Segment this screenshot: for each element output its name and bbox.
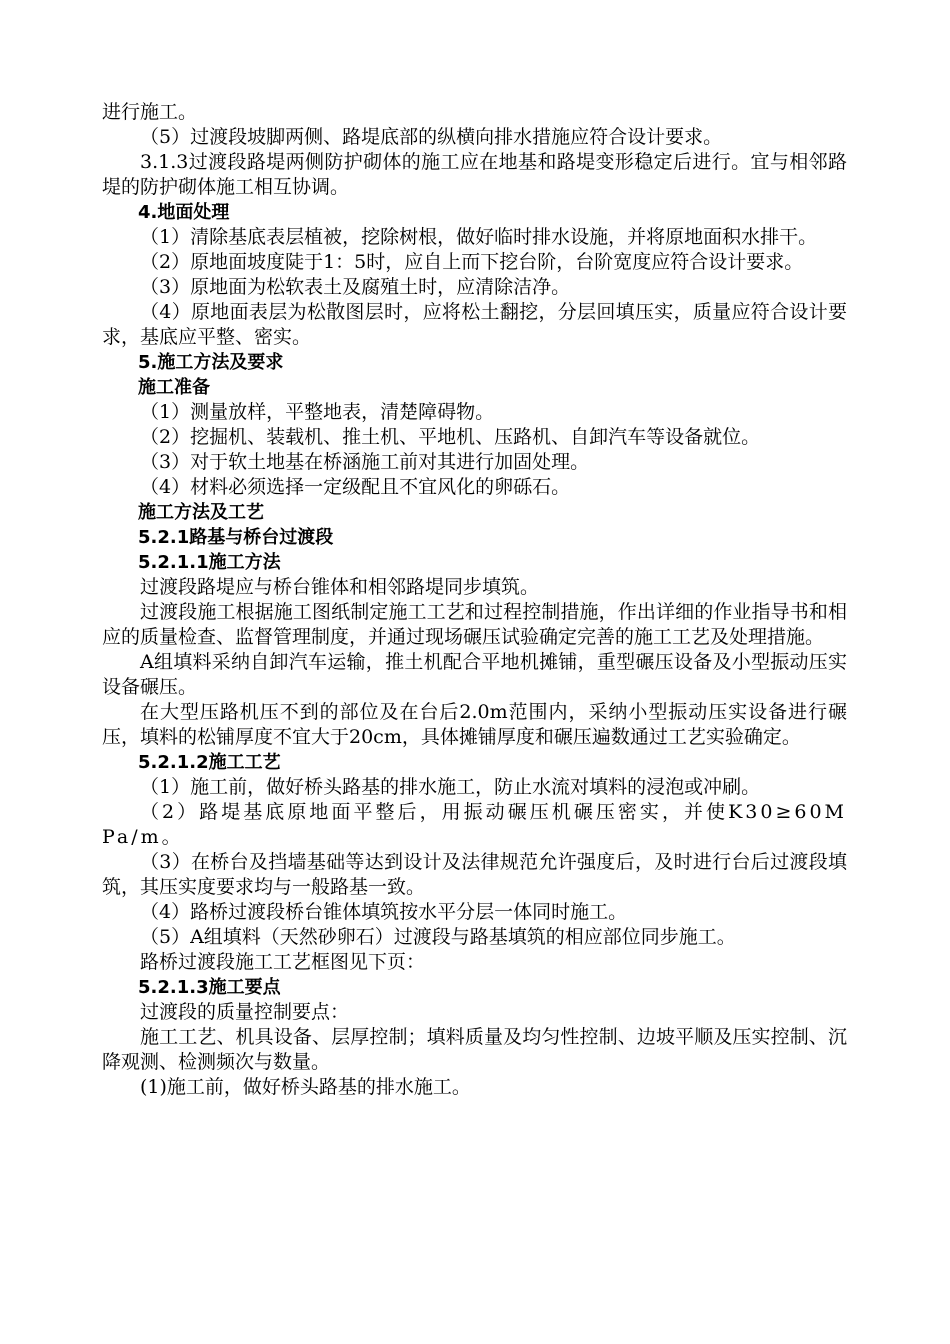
paragraph: 路桥过渡段施工工艺框图见下页：: [140, 951, 426, 973]
subsection-heading: 5.2.1.2施工工艺: [138, 752, 281, 773]
paragraph: 在大型压路机压不到的部位及在台后2.0m范围内，采纳小型振动压实设备进行碾压，填料的松铺厚度不宜大于20cm，具体摊铺厚度和碾压遍数通过工艺实验确定。: [102, 701, 847, 748]
paragraph: 进行施工。: [102, 101, 198, 123]
paragraph: （3）原地面为松软表土及腐殖土时，应清除洁净。: [140, 276, 571, 298]
paragraph: (1)施工前，做好桥头路基的排水施工。: [140, 1076, 471, 1098]
paragraph: （4）原地面表层为松散图层时，应将松土翻挖，分层回填压实，质量应符合设计要求，基底应平整、密实。: [102, 301, 847, 348]
document-body: [102, 100, 847, 1100]
paragraph: 3.1.3过渡段路堤两侧防护砌体的施工应在地基和路堤变形稳定后进行。宜与相邻路堤的防护砌体施工相互协调。: [102, 151, 847, 198]
paragraph: 过渡段的质量控制要点：: [140, 1001, 350, 1023]
paragraph: （1）清除基底表层植被，挖除树根，做好临时排水设施，并将原地面积水排干。: [140, 226, 818, 248]
subsection-heading: 施工准备: [138, 377, 210, 398]
paragraph: （3）对于软土地基在桥涵施工前对其进行加固处理。: [140, 451, 590, 473]
subsection-heading: 5.2.1路基与桥台过渡段: [138, 527, 334, 548]
paragraph: 施工工艺、机具设备、层厚控制；填料质量及均匀性控制、边坡平顺及压实控制、沉降观测、检测频次与数量。: [102, 1026, 847, 1073]
subsection-heading: 5.2.1.1施工方法: [138, 552, 281, 573]
paragraph: （1）施工前，做好桥头路基的排水施工，防止水流对填料的浸泡或冲刷。: [140, 776, 761, 798]
section-heading: 5.施工方法及要求: [138, 352, 284, 373]
paragraph: （3）在桥台及挡墙基础等达到设计及法律规范允许强度后，及时进行台后过渡段填筑，其压实度要求均与一般路基一致。: [102, 851, 847, 898]
paragraph: 过渡段施工根据施工图纸制定施工工艺和过程控制措施，作出详细的作业指导书和相应的质量检查、监督管理制度，并通过现场碾压试验确定完善的施工工艺及处理措施。: [102, 601, 847, 648]
section-heading: 4.地面处理: [138, 202, 230, 223]
paragraph: （1）测量放样，平整地表，清楚障碍物。: [140, 401, 495, 423]
paragraph: （5）A组填料（天然砂卵石）过渡段与路基填筑的相应部位同步施工。: [140, 926, 736, 948]
paragraph: （2）原地面坡度陡于1：5时，应自上而下挖台阶，台阶宽度应符合设计要求。: [140, 251, 804, 273]
paragraph: （4）材料必须选择一定级配且不宜风化的卵砾石。: [140, 476, 571, 498]
paragraph: A组填料采纳自卸汽车运输，推土机配合平地机摊铺，重型碾压设备及小型振动压实设备碾压。: [102, 651, 847, 698]
paragraph: （5）过渡段坡脚两侧、路堤底部的纵横向排水措施应符合设计要求。: [140, 126, 723, 148]
paragraph: 过渡段路堤应与桥台锥体和相邻路堤同步填筑。: [140, 576, 540, 598]
paragraph: （2）挖掘机、装载机、推土机、平地机、压路机、自卸汽车等设备就位。: [140, 426, 761, 448]
subsection-heading: 5.2.1.3施工要点: [138, 977, 281, 998]
paragraph: （4）路桥过渡段桥台锥体填筑按水平分层一体同时施工。: [140, 901, 628, 923]
subsection-heading: 施工方法及工艺: [138, 502, 264, 523]
paragraph: （2）路堤基底原地面平整后，用振动碾压机碾压密实，并使K30≥60MPa/m。: [102, 801, 847, 848]
